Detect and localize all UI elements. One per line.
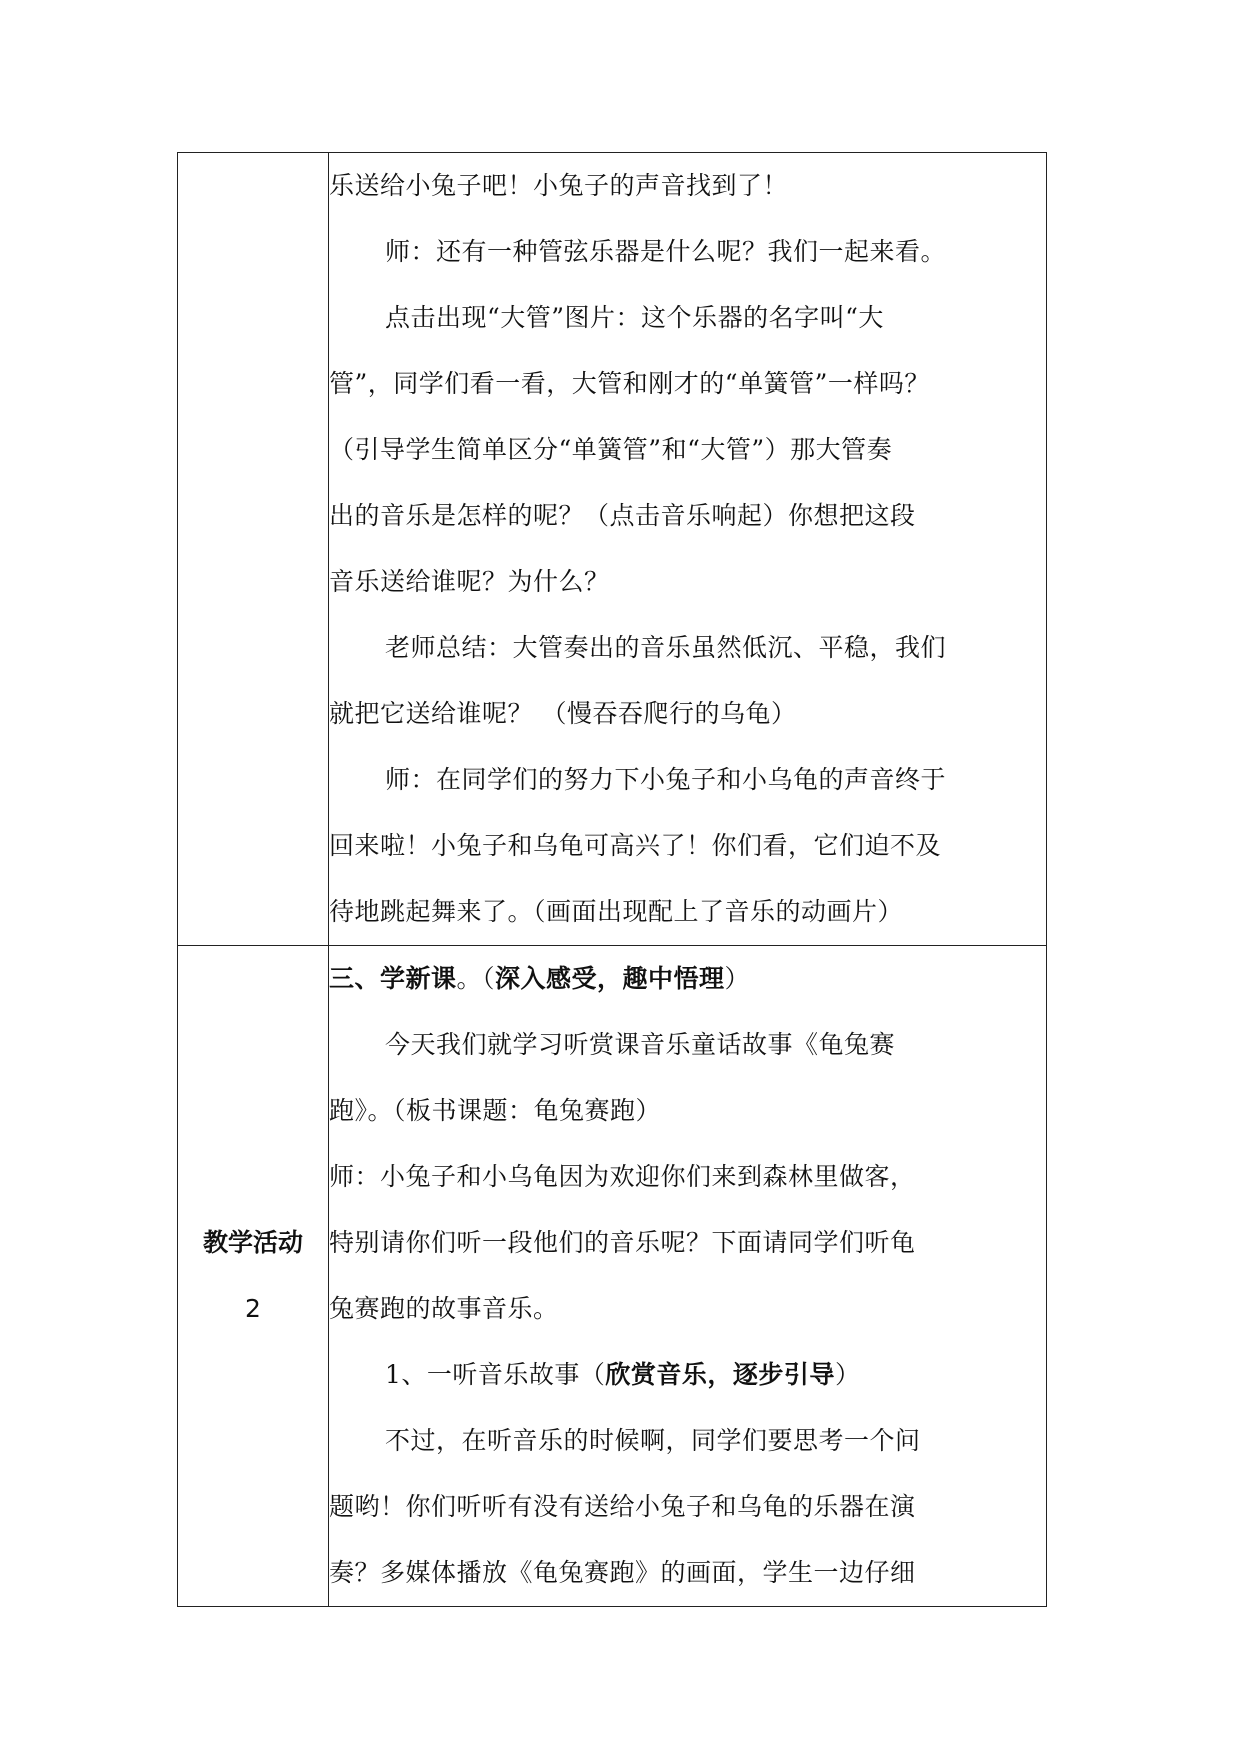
text-line: 特别请你们听一段他们的音乐呢？下面请同学们听龟	[329, 1228, 916, 1257]
sub-heading	[329, 1342, 1046, 1408]
row-label-cell	[178, 946, 329, 1607]
text-line: 跑》。（板书课题：龟兔赛跑）	[329, 1096, 662, 1125]
text-line: 回来啦！小兔子和乌龟可高兴了！你们看，它们迫不及	[329, 831, 942, 860]
text-line: 音乐送给谁呢？为什么？	[329, 567, 610, 596]
text-line: 师：小兔子和小乌龟因为欢迎你们来到森林里做客，	[329, 1162, 916, 1191]
lesson-plan-table	[177, 152, 1047, 1607]
row-label-number: 2	[245, 1294, 261, 1323]
heading-end: ）	[724, 964, 751, 993]
text-line: 点击出现“大管”图片：这个乐器的名字叫“大	[385, 303, 884, 332]
text-line: 不过，在听音乐的时候啊，同学们要思考一个问	[385, 1426, 921, 1455]
heading-separator: 。（	[456, 964, 496, 993]
heading-bold-subtitle: 深入感受，趣中悟理	[495, 964, 725, 993]
text-line: 今天我们就学习听赏课音乐童话故事《龟兔赛	[385, 1030, 896, 1059]
text-line: 兔赛跑的故事音乐。	[329, 1294, 559, 1323]
row-content-cell	[329, 153, 1047, 946]
table-row	[178, 946, 1047, 1607]
row-label-cell	[178, 153, 329, 946]
text-line: 待地跳起舞来了。（画面出现配上了音乐的动画片）	[329, 897, 904, 926]
text-line: 奏？多媒体播放《龟兔赛跑》的画面，学生一边仔细	[329, 1558, 916, 1587]
sub-heading-prefix: 1、一听音乐故事（	[385, 1360, 606, 1389]
sub-heading-end: ）	[834, 1360, 861, 1389]
table-row	[178, 153, 1047, 946]
text-line: 师：还有一种管弦乐器是什么呢？我们一起来看。	[385, 237, 947, 266]
text-line: 乐送给小兔子吧！小兔子的声音找到了！	[329, 171, 789, 200]
row-label: 教学活动	[202, 1228, 303, 1257]
section-heading	[329, 946, 1046, 1012]
row-content-cell	[329, 946, 1047, 1607]
text-line: （引导学生简单区分“单簧管”和“大管”）那大管奏	[329, 435, 893, 464]
text-line: 出的音乐是怎样的呢？（点击音乐响起）你想把这段	[329, 501, 916, 530]
text-line: 师：在同学们的努力下小兔子和小乌龟的声音终于	[385, 765, 947, 794]
heading-bold: 三、学新课	[329, 964, 457, 993]
sub-heading-bold: 欣赏音乐，逐步引导	[605, 1360, 835, 1389]
text-line: 就把它送给谁呢？ （慢吞吞爬行的乌龟）	[329, 699, 797, 728]
text-line: 管”，同学们看一看，大管和刚才的“单簧管”一样吗？	[329, 369, 930, 398]
text-line: 题哟！你们听听有没有送给小兔子和乌龟的乐器在演	[329, 1492, 916, 1521]
text-line: 老师总结：大管奏出的音乐虽然低沉、平稳，我们	[385, 633, 947, 662]
